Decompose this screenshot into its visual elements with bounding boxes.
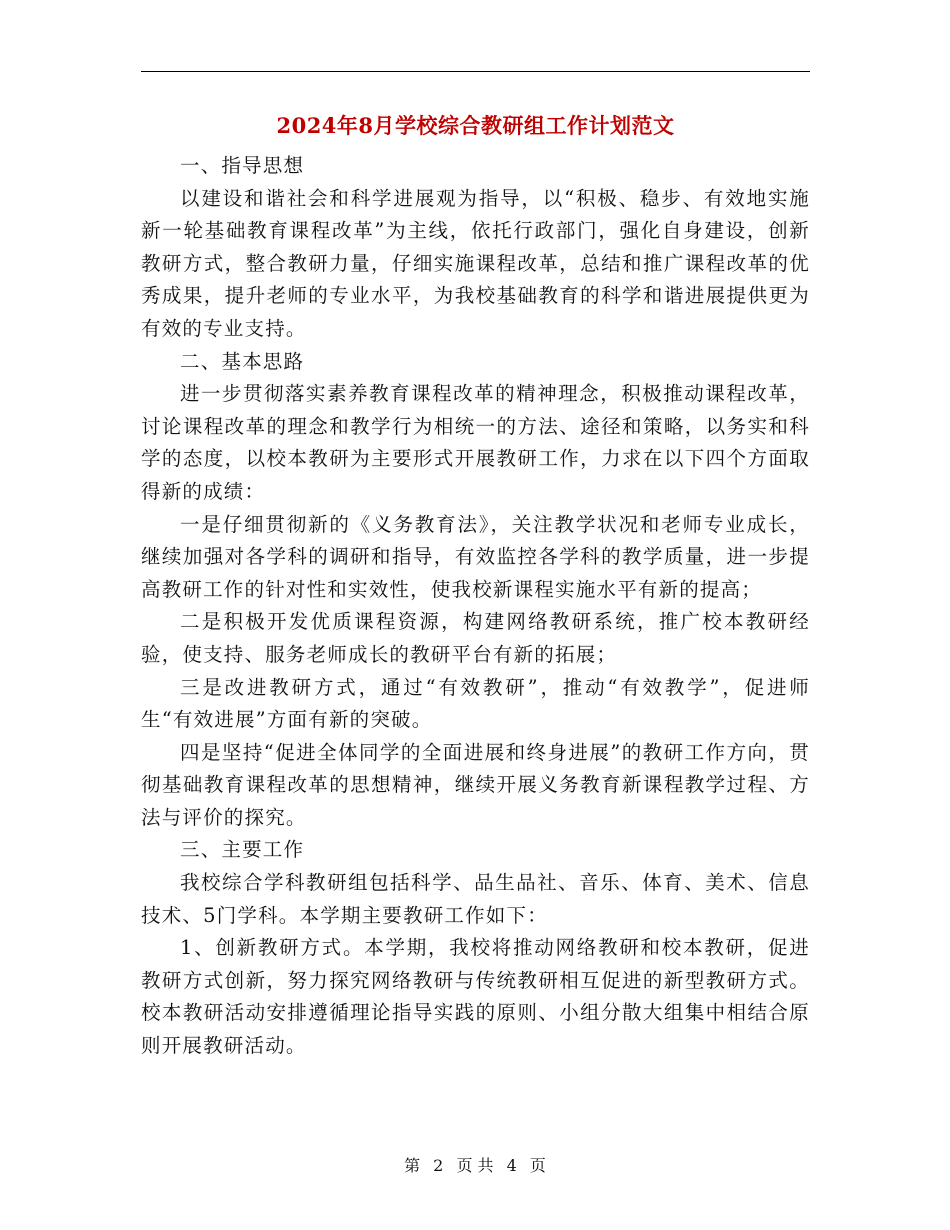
footer-current-page: 2 <box>433 1156 444 1175</box>
document-body <box>141 150 810 1063</box>
paragraph: 我校综合学科教研组包括科学、品生品社、音乐、体育、美术、信息技术、5门学科。本学期主要教研工作如下： <box>141 871 810 927</box>
document-title: 2024年8月学校综合教研组工作计划范文 <box>276 113 675 138</box>
footer-middle: 页 共 <box>456 1156 494 1175</box>
footer-prefix: 第 <box>404 1156 421 1175</box>
paragraph: 进一步贯彻落实素养教育课程改革的精神理念，积极推动课程改革，讨论课程改革的理念和教学行为相统一的方法、途径和策略，以务实和科学的态度，以校本教研为主要形式开展教研工作，力求在以下四个方面取得新的成绩： <box>141 382 810 503</box>
paragraph: 一是仔细贯彻新的《义务教育法》，关注教学状况和老师专业成长，继续加强对各学科的调研和指导，有效监控各学科的教学质量，进一步提高教研工作的针对性和实效性，使我校新课程实施水平有新的提高； <box>141 512 810 601</box>
heading-guiding-ideology: 一、指导思想 <box>180 154 305 177</box>
page-footer <box>0 1154 950 1178</box>
paragraph: 二是积极开发优质课程资源，构建网络教研系统，推广校本教研经验，使支持、服务老师成长的教研平台有新的拓展； <box>141 610 810 666</box>
paragraph: 四是坚持“促进全体同学的全面进展和终身进展”的教研工作方向，贯彻基础教育课程改革的思想精神，继续开展义务教育新课程教学过程、方法与评价的探究。 <box>141 740 810 829</box>
header-rule <box>141 71 810 72</box>
footer-total-pages: 4 <box>506 1156 517 1175</box>
heading-basic-approach: 二、基本思路 <box>180 349 305 373</box>
paragraph: 三是改进教研方式，通过“有效教研”，推动“有效教学”，促进师生“有效进展”方面有新的突破。 <box>141 675 810 732</box>
paragraph: 1、创新教研方式。本学期，我校将推动网络教研和校本教研，促进教研方式创新，努力探究网络教研与传统教研相互促进的新型教研方式。校本教研活动安排遵循理论指导实践的原则、小组分散大组集中相结合原则开展教研活动。 <box>141 936 810 1058</box>
paragraph: 以建设和谐社会和科学进展观为指导，以“积极、稳步、有效地实施新一轮基础教育课程改革”为主线，依托行政部门，强化自身建设，创新教研方式，整合教研力量，仔细实施课程改革，总结和推广课程改革的优秀成果，提升老师的专业水平，为我校基础教育的科学和谐进展提供更为有效的专业支持。 <box>141 186 810 340</box>
heading-main-work: 三、主要工作 <box>180 838 305 862</box>
footer-suffix: 页 <box>529 1156 546 1175</box>
